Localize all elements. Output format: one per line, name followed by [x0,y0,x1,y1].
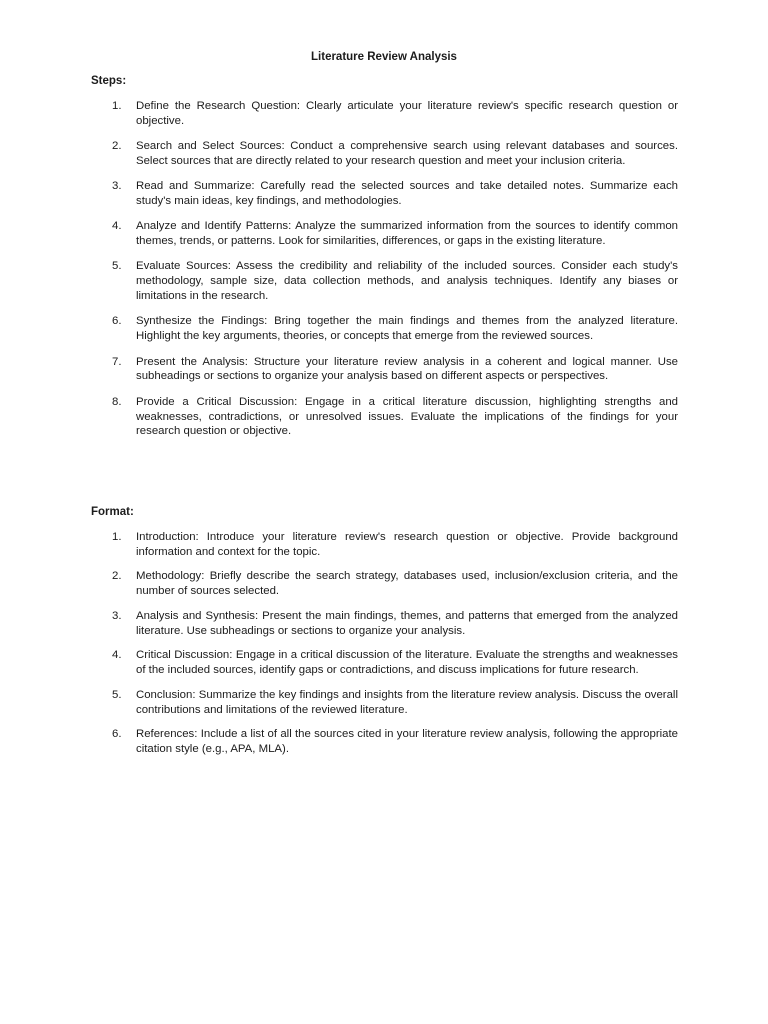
item-number: 1. [112,100,122,112]
step-item [105,259,678,304]
step-item [105,179,678,209]
item-text: Define the Research Question: Clearly articulate your literature review's specific research question or objective. [136,100,678,127]
item-text: References: Include a list of all the sources cited in your literature review analysis, following the appropriate citation style (e.g., APA, MLA). [136,728,678,755]
item-text: Introduction: Introduce your literature review's research question or objective. Provide background information and context for the topic. [136,531,678,558]
item-number: 5. [112,260,122,273]
item-number: 2. [112,140,122,153]
step-item [105,395,678,440]
step-item [105,355,678,385]
item-number: 7. [112,355,122,368]
item-text: Present the Analysis: Structure your literature review analysis in a coherent and logical manner. Use subheadings or sections to organize your analysis based on different aspects or perspectives. [136,355,678,383]
item-text: Conclusion: Summarize the key findings and insights from the literature review analysis. Discuss the overall contributions and limitations of the reviewed literature. [136,688,678,716]
item-text: Methodology: Briefly describe the search strategy, databases used, inclusion/exclusion criteria, and the number of sources selected. [136,570,678,598]
format-item [105,569,678,599]
step-item [105,99,678,129]
format-item [105,609,678,639]
item-text: Evaluate Sources: Assess the credibility and reliability of the included sources. Consider each study's methodology, sample size, data collection methods, and analysis techniques. Identify any biases or limitations in the research. [136,260,678,303]
item-number: 4. [112,649,122,662]
format-item [105,688,678,718]
step-item [105,314,678,344]
step-item [105,139,678,169]
steps-heading: Steps: [91,75,127,87]
item-text: Analyze and Identify Patterns: Analyze the summarized information from the sources to identify common themes, trends, or patterns. Look for similarities, differences, or gaps in the existing literature. [136,220,678,248]
item-text: Critical Discussion: Engage in a critical discussion of the literature. Evaluate the strengths and weaknesses of the included sources, identify gaps or contradictions, and discuss implications for future research. [136,649,678,677]
item-number: 2. [112,570,122,583]
format-item [105,727,678,757]
format-list [105,530,678,766]
item-number: 5. [112,688,122,701]
item-number: 3. [112,180,122,193]
item-number: 6. [112,728,122,741]
document-title: Literature Review Analysis [311,51,457,63]
format-item [105,648,678,678]
format-heading: Format: [91,506,134,518]
item-number: 1. [112,531,122,543]
item-text: Read and Summarize: Carefully read the selected sources and take detailed notes. Summarize each study's main ideas, key findings, and methodologies. [136,180,678,208]
item-number: 8. [112,395,122,408]
item-number: 6. [112,315,122,328]
item-text: Provide a Critical Discussion: Engage in a critical literature discussion, highlighting strengths and weaknesses, contradictions, or unresolved issues. Evaluate the implications of the findings for your research question or objective. [136,395,678,438]
format-item [105,530,678,560]
item-text: Search and Select Sources: Conduct a comprehensive search using relevant databases and sources. Select sources that are directly related to your research question and meet your inclusion criteria. [136,140,678,168]
item-text: Analysis and Synthesis: Present the main findings, themes, and patterns that emerged from the analyzed literature. Use subheadings or sections to organize your analysis. [136,609,678,637]
step-item [105,219,678,249]
item-number: 4. [112,220,122,233]
item-text: Synthesize the Findings: Bring together the main findings and themes from the analyzed literature. Highlight the key arguments, theories, or concepts that emerge from the reviewed sources. [136,315,678,343]
item-number: 3. [112,609,122,622]
steps-list [105,99,678,450]
